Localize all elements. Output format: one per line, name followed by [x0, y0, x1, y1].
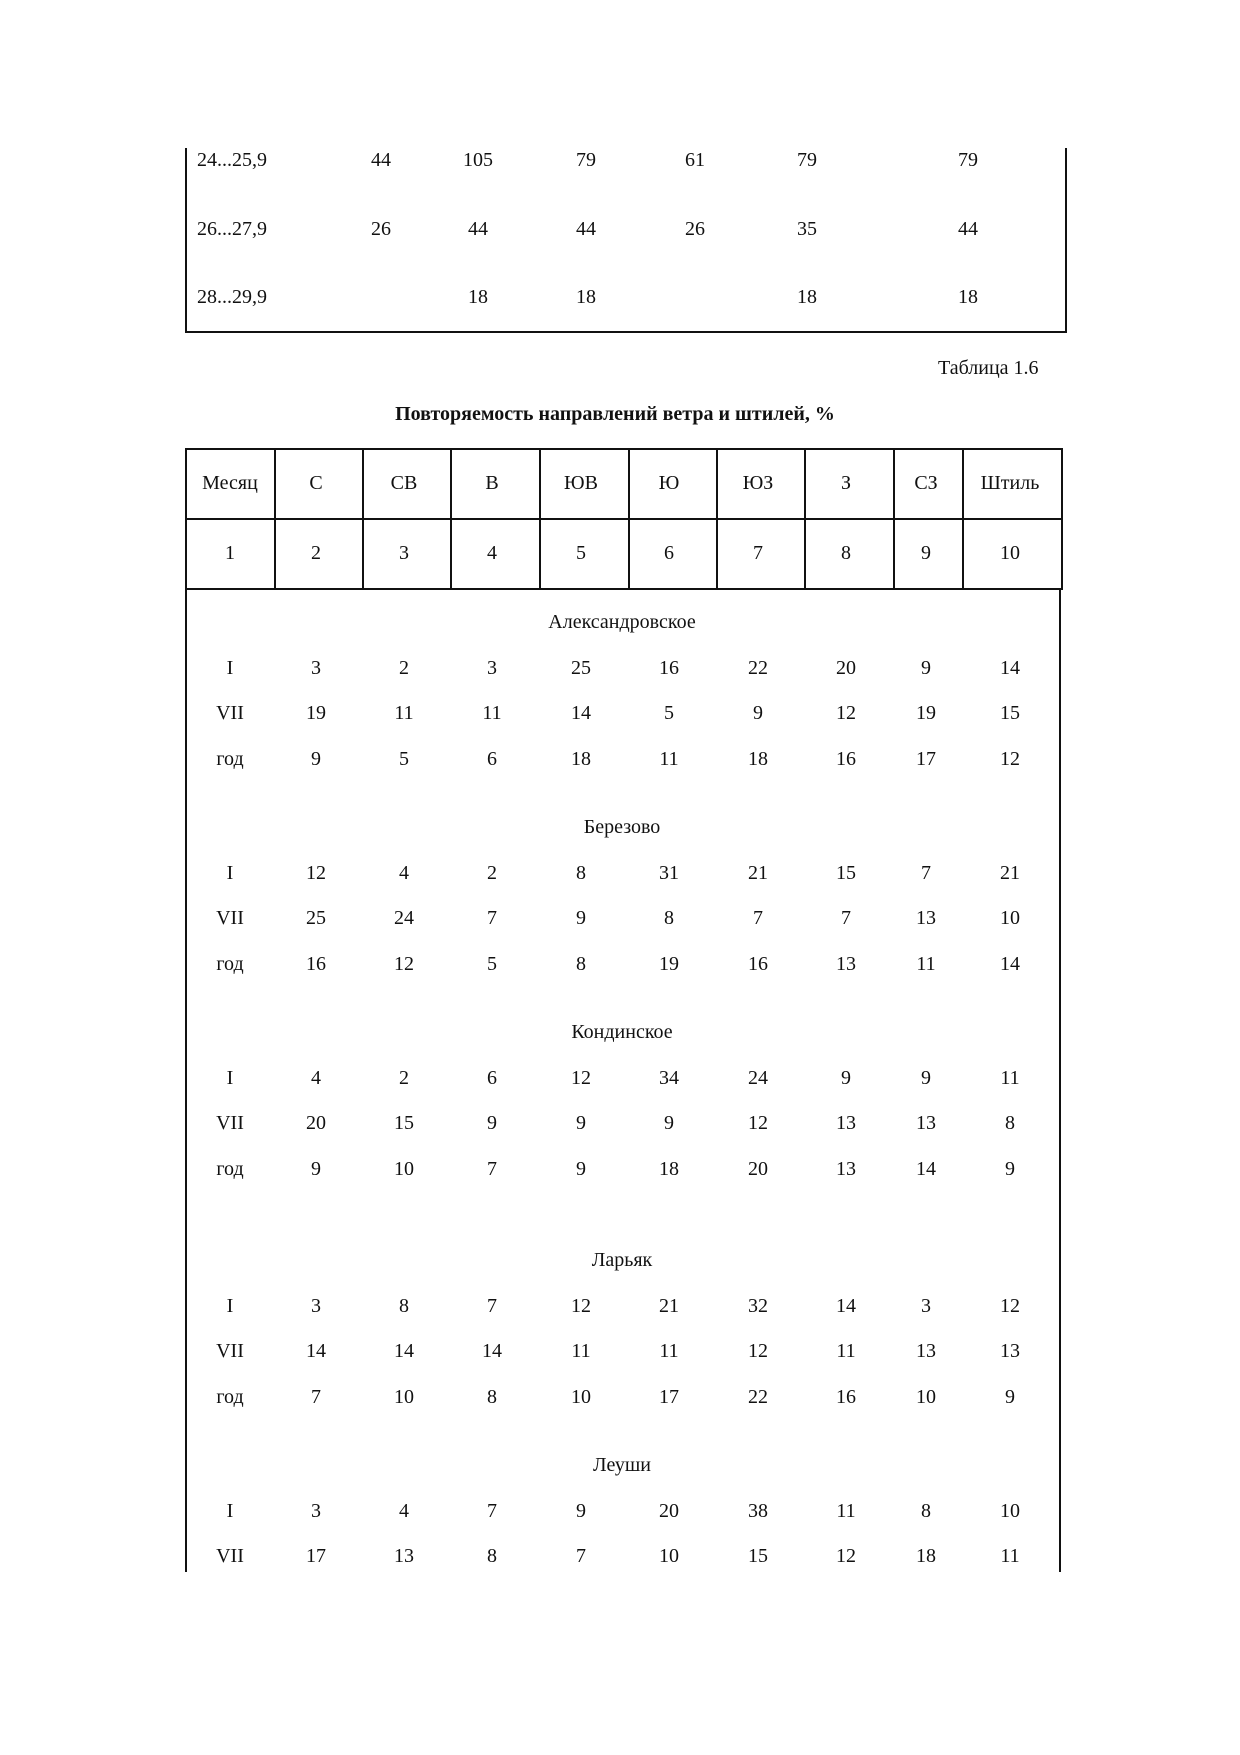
data-cell: 3 [311, 1295, 321, 1317]
data-cell: 25 [306, 907, 326, 929]
data-cell: 11 [659, 748, 679, 770]
data-cell: 11 [571, 1340, 591, 1362]
column-number: 4 [487, 542, 497, 564]
data-cell: 16 [836, 1386, 856, 1408]
data-cell: 18 [659, 1158, 679, 1180]
month-cell: I [226, 1295, 234, 1317]
data-cell: 7 [487, 907, 497, 929]
data-cell: 6 [487, 1067, 497, 1089]
data-cell: 9 [311, 1158, 321, 1180]
data-cell: 34 [659, 1067, 679, 1089]
month-cell: год [216, 953, 244, 975]
data-cell: 14 [482, 1340, 502, 1362]
column-header-1: Месяц [202, 472, 258, 494]
data-cell: 14 [1000, 953, 1020, 975]
data-cell: 4 [311, 1067, 321, 1089]
month-cell: год [216, 1158, 244, 1180]
month-cell: год [216, 748, 244, 770]
column-number: 5 [576, 542, 586, 564]
header-bottom-border [185, 588, 1062, 590]
data-cell: 11 [836, 1340, 856, 1362]
table-left-border [185, 588, 187, 1572]
prev-table-range-cell: 26...27,9 [197, 218, 267, 240]
data-cell: 10 [659, 1545, 679, 1567]
data-cell: 12 [1000, 1295, 1020, 1317]
data-cell: 24 [748, 1067, 768, 1089]
data-cell: 11 [1000, 1067, 1020, 1089]
data-cell: 9 [576, 1500, 586, 1522]
data-cell: 21 [1000, 862, 1020, 884]
data-cell: 9 [1005, 1158, 1015, 1180]
month-cell: VII [216, 702, 244, 724]
data-cell: 15 [748, 1545, 768, 1567]
header-column-divider [1061, 448, 1063, 590]
data-cell: 4 [399, 1500, 409, 1522]
table-title: Повторяемость направлений ветра и штилей, % [395, 403, 835, 425]
column-header-7: ЮЗ [742, 472, 774, 494]
data-cell: 16 [748, 953, 768, 975]
prev-table-cell: 44 [468, 218, 488, 240]
data-cell: 12 [836, 702, 856, 724]
month-cell: I [226, 862, 234, 884]
data-cell: 22 [748, 657, 768, 679]
data-cell: 12 [571, 1067, 591, 1089]
data-cell: 15 [1000, 702, 1020, 724]
prev-table-cell: 26 [371, 218, 391, 240]
data-cell: 10 [571, 1386, 591, 1408]
data-cell: 3 [311, 657, 321, 679]
data-cell: 9 [576, 1158, 586, 1180]
data-cell: 4 [399, 862, 409, 884]
data-cell: 38 [748, 1500, 768, 1522]
data-cell: 11 [836, 1500, 856, 1522]
prev-table-range-cell: 24...25,9 [197, 149, 267, 171]
header-column-divider [185, 448, 187, 590]
column-header-4: В [485, 472, 499, 494]
data-cell: 10 [1000, 907, 1020, 929]
data-cell: 10 [916, 1386, 936, 1408]
column-number: 9 [921, 542, 931, 564]
data-cell: 10 [394, 1386, 414, 1408]
month-cell: I [226, 1067, 234, 1089]
data-cell: 12 [836, 1545, 856, 1567]
station-name: Леуши [593, 1454, 651, 1476]
column-number: 10 [1000, 542, 1020, 564]
data-cell: 8 [576, 862, 586, 884]
month-cell: год [216, 1386, 244, 1408]
header-column-divider [628, 448, 630, 590]
data-cell: 2 [487, 862, 497, 884]
data-cell: 12 [748, 1112, 768, 1134]
data-cell: 15 [836, 862, 856, 884]
data-cell: 3 [921, 1295, 931, 1317]
month-cell: VII [216, 1340, 244, 1362]
data-cell: 8 [487, 1545, 497, 1567]
header-column-divider [716, 448, 718, 590]
header-column-divider [539, 448, 541, 590]
data-cell: 8 [487, 1386, 497, 1408]
month-cell: I [226, 1500, 234, 1522]
prev-table-cell: 35 [797, 218, 817, 240]
data-cell: 18 [571, 748, 591, 770]
station-name: Ларьяк [591, 1249, 653, 1271]
header-column-divider [450, 448, 452, 590]
data-cell: 16 [836, 748, 856, 770]
data-cell: 13 [836, 1158, 856, 1180]
data-cell: 9 [1005, 1386, 1015, 1408]
data-cell: 8 [1005, 1112, 1015, 1134]
data-cell: 14 [306, 1340, 326, 1362]
data-cell: 24 [394, 907, 414, 929]
month-cell: VII [216, 1545, 244, 1567]
data-cell: 8 [921, 1500, 931, 1522]
data-cell: 6 [487, 748, 497, 770]
data-cell: 8 [399, 1295, 409, 1317]
data-cell: 7 [487, 1158, 497, 1180]
station-name: Кондинское [571, 1021, 673, 1043]
data-cell: 12 [394, 953, 414, 975]
prev-table-cell: 26 [685, 218, 705, 240]
month-cell: VII [216, 907, 244, 929]
data-cell: 9 [921, 1067, 931, 1089]
data-cell: 5 [487, 953, 497, 975]
data-cell: 13 [916, 1112, 936, 1134]
column-header-5: ЮВ [564, 472, 598, 494]
prev-table-left-border [185, 148, 187, 332]
data-cell: 9 [487, 1112, 497, 1134]
data-cell: 13 [836, 1112, 856, 1134]
data-cell: 19 [916, 702, 936, 724]
prev-table-cell: 18 [576, 286, 596, 308]
data-cell: 7 [487, 1295, 497, 1317]
table-right-border [1059, 588, 1061, 1572]
prev-table-cell: 18 [797, 286, 817, 308]
header-column-divider [804, 448, 806, 590]
data-cell: 13 [394, 1545, 414, 1567]
data-cell: 10 [394, 1158, 414, 1180]
data-cell: 2 [399, 657, 409, 679]
month-cell: I [226, 657, 234, 679]
data-cell: 16 [659, 657, 679, 679]
data-cell: 18 [916, 1545, 936, 1567]
station-name: Александровское [548, 611, 696, 633]
data-cell: 11 [659, 1340, 679, 1362]
prev-table-cell: 18 [958, 286, 978, 308]
data-cell: 13 [1000, 1340, 1020, 1362]
data-cell: 3 [487, 657, 497, 679]
station-name: Березово [583, 816, 661, 838]
data-cell: 14 [1000, 657, 1020, 679]
data-cell: 20 [836, 657, 856, 679]
prev-table-cell: 79 [958, 149, 978, 171]
data-cell: 9 [664, 1112, 674, 1134]
column-number: 8 [841, 542, 851, 564]
data-cell: 16 [306, 953, 326, 975]
prev-table-cell: 79 [576, 149, 596, 171]
data-cell: 2 [399, 1067, 409, 1089]
data-cell: 14 [571, 702, 591, 724]
data-cell: 25 [571, 657, 591, 679]
data-cell: 12 [306, 862, 326, 884]
data-cell: 11 [394, 702, 414, 724]
data-cell: 7 [576, 1545, 586, 1567]
data-cell: 9 [841, 1067, 851, 1089]
prev-table-bottom-border [185, 331, 1067, 333]
month-cell: VII [216, 1112, 244, 1134]
data-cell: 17 [916, 748, 936, 770]
data-cell: 12 [748, 1340, 768, 1362]
data-cell: 21 [659, 1295, 679, 1317]
data-cell: 19 [659, 953, 679, 975]
data-cell: 11 [1000, 1545, 1020, 1567]
column-number: 2 [311, 542, 321, 564]
data-cell: 8 [664, 907, 674, 929]
data-cell: 7 [753, 907, 763, 929]
data-cell: 7 [841, 907, 851, 929]
column-header-9: СЗ [914, 472, 938, 494]
data-cell: 5 [399, 748, 409, 770]
prev-table-cell: 61 [685, 149, 705, 171]
column-number: 1 [225, 542, 235, 564]
header-column-divider [274, 448, 276, 590]
data-cell: 3 [311, 1500, 321, 1522]
prev-table-cell: 79 [797, 149, 817, 171]
data-cell: 13 [916, 907, 936, 929]
data-cell: 9 [576, 1112, 586, 1134]
data-cell: 7 [921, 862, 931, 884]
data-cell: 9 [576, 907, 586, 929]
data-cell: 20 [306, 1112, 326, 1134]
prev-table-right-border [1065, 148, 1067, 332]
prev-table-cell: 18 [468, 286, 488, 308]
data-cell: 20 [659, 1500, 679, 1522]
data-cell: 14 [394, 1340, 414, 1362]
data-cell: 7 [311, 1386, 321, 1408]
data-cell: 13 [916, 1340, 936, 1362]
column-number: 6 [664, 542, 674, 564]
data-cell: 9 [311, 748, 321, 770]
header-column-divider [362, 448, 364, 590]
data-cell: 14 [836, 1295, 856, 1317]
table-top-border [185, 448, 1062, 450]
data-cell: 31 [659, 862, 679, 884]
column-number: 7 [753, 542, 763, 564]
column-header-6: Ю [658, 472, 680, 494]
data-cell: 13 [836, 953, 856, 975]
prev-table-cell: 44 [371, 149, 391, 171]
data-cell: 15 [394, 1112, 414, 1134]
data-cell: 11 [482, 702, 502, 724]
data-cell: 18 [748, 748, 768, 770]
column-number: 3 [399, 542, 409, 564]
data-cell: 10 [1000, 1500, 1020, 1522]
data-cell: 12 [1000, 748, 1020, 770]
prev-table-cell: 105 [463, 149, 493, 171]
data-cell: 11 [916, 953, 936, 975]
data-cell: 8 [576, 953, 586, 975]
data-cell: 9 [753, 702, 763, 724]
data-cell: 32 [748, 1295, 768, 1317]
column-header-3: СВ [390, 472, 418, 494]
prev-table-cell: 44 [958, 218, 978, 240]
data-cell: 17 [306, 1545, 326, 1567]
column-header-10: Штиль [980, 472, 1040, 494]
data-cell: 9 [921, 657, 931, 679]
prev-table-range-cell: 28...29,9 [197, 286, 267, 308]
column-header-2: С [309, 472, 323, 494]
column-header-8: З [840, 472, 852, 494]
header-column-divider [962, 448, 964, 590]
data-cell: 21 [748, 862, 768, 884]
header-column-divider [893, 448, 895, 590]
prev-table-cell: 44 [576, 218, 596, 240]
data-cell: 7 [487, 1500, 497, 1522]
data-cell: 17 [659, 1386, 679, 1408]
header-row-divider [185, 518, 1062, 520]
data-cell: 12 [571, 1295, 591, 1317]
data-cell: 22 [748, 1386, 768, 1408]
table-caption: Таблица 1.6 [938, 357, 1039, 379]
data-cell: 14 [916, 1158, 936, 1180]
data-cell: 20 [748, 1158, 768, 1180]
data-cell: 5 [664, 702, 674, 724]
data-cell: 19 [306, 702, 326, 724]
